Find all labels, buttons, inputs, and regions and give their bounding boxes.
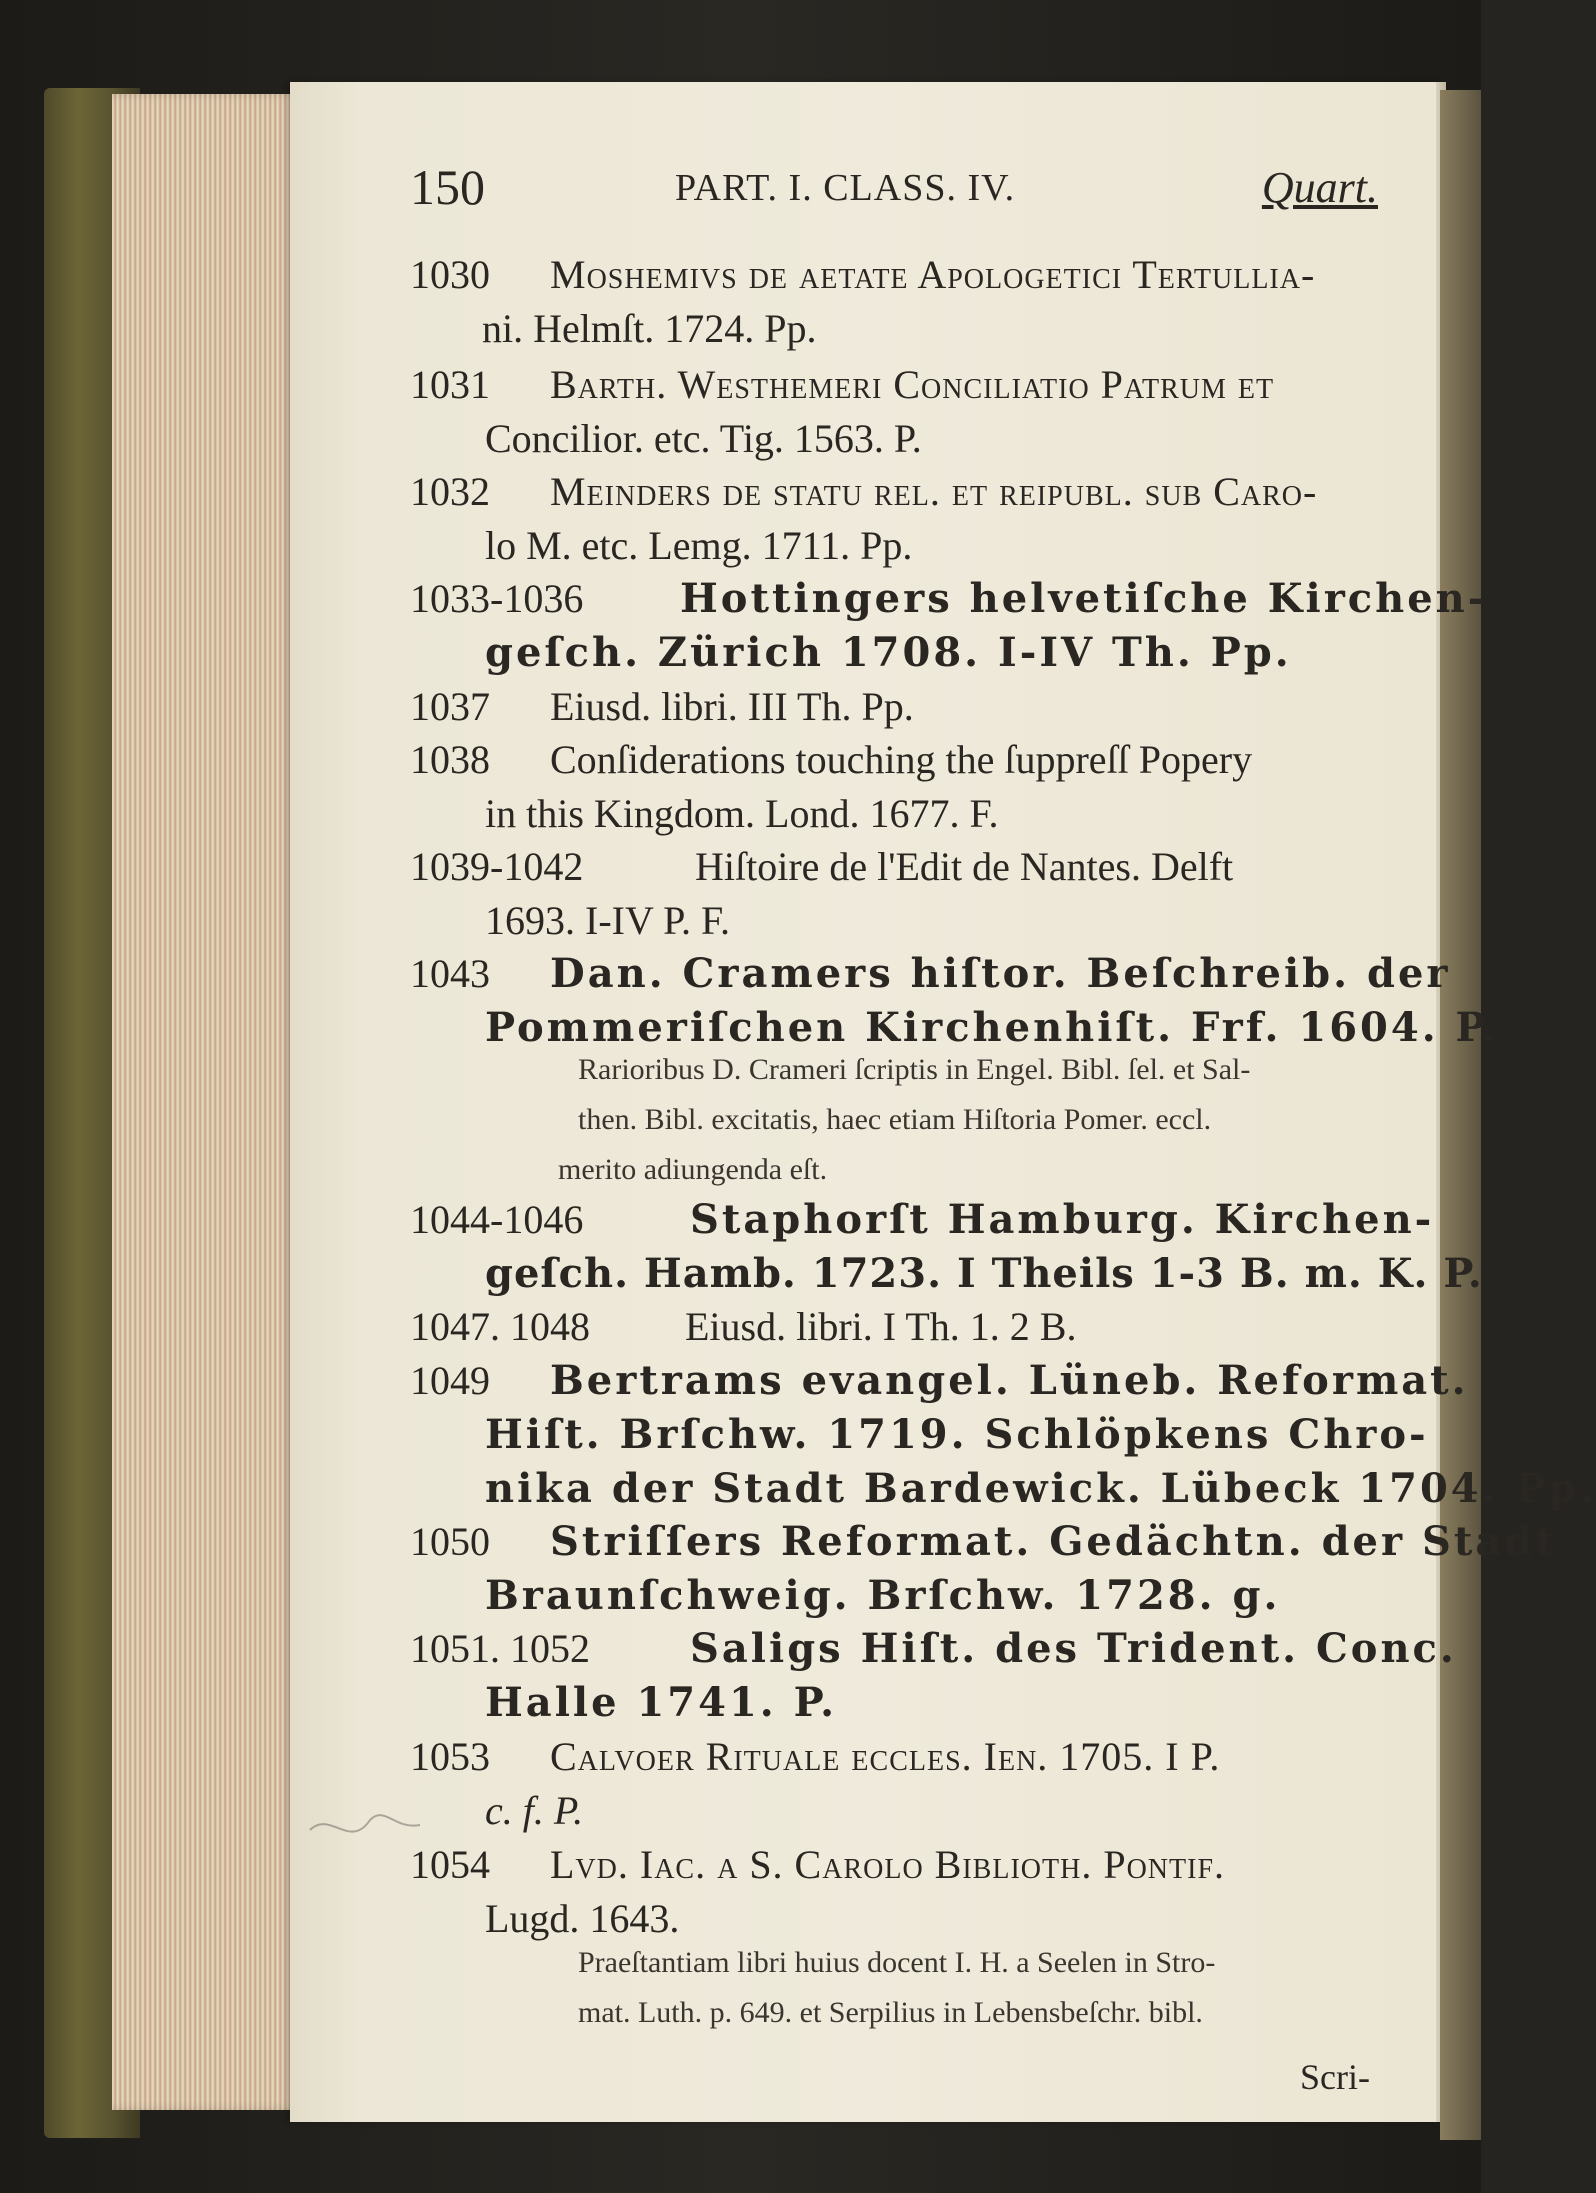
entry-line: Calvoer Rituale eccleſ. Ien. 1705. I P. bbox=[550, 1734, 1221, 1779]
entry-line: c. f. P. bbox=[485, 1788, 584, 1833]
entry-number: 1049 bbox=[410, 1358, 490, 1403]
entry-line: ni. Helmſt. 1724. Pp. bbox=[482, 306, 817, 351]
entry-number: 1037 bbox=[410, 684, 490, 729]
note-line: Rarioribus D. Crameri ſcriptis in Engel. Bibl. ſel. et Sal- bbox=[578, 1053, 1251, 1086]
entry-line: 1693. I-IV P. F. bbox=[485, 898, 730, 943]
entry-number: 1033-1036 bbox=[410, 576, 584, 621]
entry-line: Barth. Westhemeri Conciliatio Patrum et bbox=[550, 362, 1275, 407]
entry-number: 1032 bbox=[410, 469, 490, 514]
page-edges bbox=[112, 94, 302, 2110]
entry-line: Conſiderations touching the ſuppreſſ Popery bbox=[550, 737, 1253, 782]
entry-line: Dan. Cramers hiſtor. Beſchreib. der bbox=[550, 950, 1451, 997]
note-line: merito adiungenda eſt. bbox=[558, 1153, 828, 1186]
catchword: Scri- bbox=[1300, 2057, 1370, 2097]
entry-line: Lugd. 1643. bbox=[485, 1896, 680, 1941]
entry-line: Concilior. etc. Tig. 1563. P. bbox=[485, 416, 922, 461]
entry-line: Hiſtoire de l'Edit de Nantes. Delft bbox=[695, 844, 1234, 889]
entry-number: 1030 bbox=[410, 252, 490, 297]
note-line: then. Bibl. excitatis, haec etiam Hiſtoria Pomer. eccl. bbox=[578, 1103, 1212, 1136]
entry-line: Striſſers Reformat. Gedächtn. der Stadt bbox=[550, 1518, 1557, 1565]
entry-number: 1031 bbox=[410, 362, 490, 407]
format-label: Quart. bbox=[1261, 163, 1378, 212]
entry-line: Braunſchweig. Brſchw. 1728. g. bbox=[485, 1572, 1281, 1619]
entry-number: 1050 bbox=[410, 1519, 490, 1564]
entry-line: Saligs Hiſt. des Trident. Conc. bbox=[690, 1625, 1457, 1672]
entry-line: in this Kingdom. Lond. 1677. F. bbox=[485, 791, 999, 836]
entry-line: Eiusd. libri. I Th. 1. 2 B. bbox=[685, 1304, 1077, 1349]
note-1054 bbox=[578, 1938, 1378, 2038]
entry-line: Hiſt. Brſchw. 1719. Schlöpkens Chro- bbox=[485, 1411, 1429, 1458]
entry-number: 1053 bbox=[410, 1734, 490, 1779]
entry-line: geſch. Hamb. 1723. I Theils 1-3 B. m. K. P. bbox=[485, 1250, 1483, 1297]
entry-line: Halle 1741. P. bbox=[485, 1679, 838, 1726]
entry-line: Eiusd. libri. III Th. Pp. bbox=[550, 684, 914, 729]
entry-number: 1038 bbox=[410, 737, 490, 782]
pencil-stroke bbox=[310, 1815, 420, 1831]
entry-line: Meinders de ſtatu rel. et reipubl. ſub Caro- bbox=[550, 469, 1318, 514]
book-cover-right bbox=[1440, 90, 1481, 2140]
entry-number: 1043 bbox=[410, 951, 490, 996]
note-line: Praeſtantiam libri huius docent I. H. a Seelen in Stro- bbox=[578, 1946, 1216, 1979]
entry-line: Lvd. Iac. a S. Carolo Biblioth. Pontif. bbox=[550, 1842, 1226, 1887]
entry-line: lo M. etc. Lemg. 1711. Pp. bbox=[485, 523, 913, 568]
entry-number: 1039-1042 bbox=[410, 844, 584, 889]
entry-line: Pommeriſchen Kirchenhiſt. Frf. 1604. P. bbox=[485, 1004, 1499, 1051]
entry-line: Moshemivs de aetate Apologetici Tertullia- bbox=[550, 252, 1316, 297]
part-class-heading: PART. I. CLASS. IV. bbox=[675, 167, 1016, 209]
entry-number: 1054 bbox=[410, 1842, 490, 1887]
entry-line: nika der Stadt Bardewick. Lübeck 1704. Pp. bbox=[485, 1465, 1596, 1512]
entry-line: geſch. Zürich 1708. I-IV Th. Pp. bbox=[485, 629, 1292, 676]
pencil-mark bbox=[300, 1790, 440, 1880]
entry-number: 1044-1046 bbox=[410, 1197, 584, 1242]
entry-line: Hottingers helvetiſche Kirchen- bbox=[680, 575, 1488, 622]
entry-line: Bertrams evangel. Lüneb. Reformat. bbox=[550, 1357, 1469, 1404]
page-number: 150 bbox=[410, 159, 485, 215]
entry-number: 1051. 1052 bbox=[410, 1626, 590, 1671]
note-line: mat. Luth. p. 649. et Serpilius in Lebensbeſchr. bibl. bbox=[578, 1996, 1203, 2029]
note-1043 bbox=[558, 1045, 1378, 1195]
entry-line: Staphorſt Hamburg. Kirchen- bbox=[690, 1196, 1435, 1243]
running-header bbox=[410, 158, 1378, 218]
entry-number: 1047. 1048 bbox=[410, 1304, 590, 1349]
